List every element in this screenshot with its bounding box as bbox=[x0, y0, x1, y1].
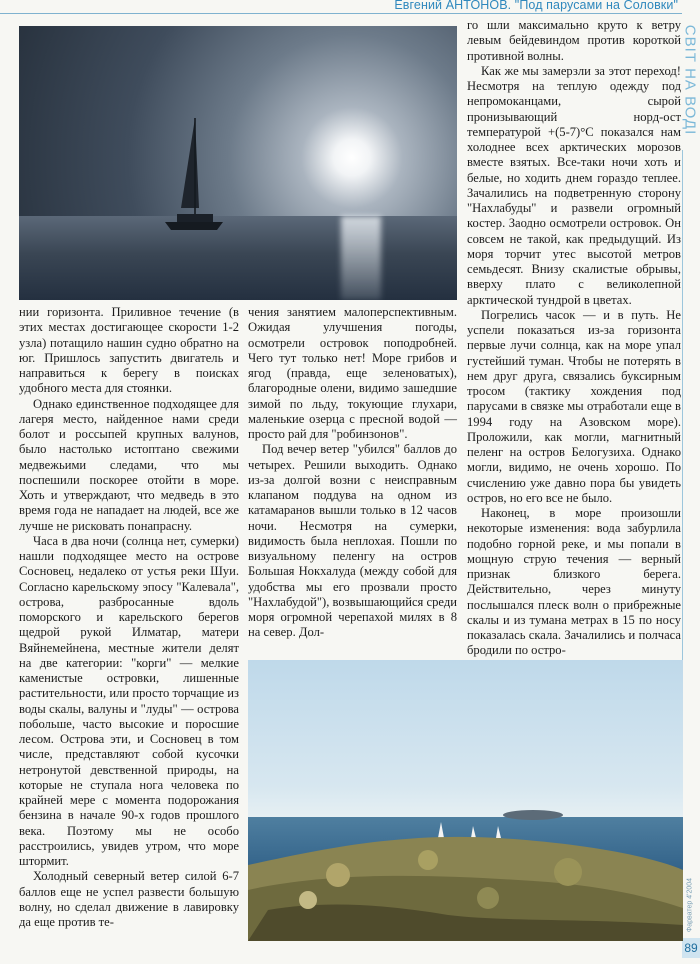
paragraph: чения занятием малоперспективным. Ожидая улучшения погоды, осмотрели островок поподробней. Чего тут только нет! Море грибов и ягод (правда, еще зеленоватых), благородные олени, видимо зашедшие зимой по льду, токующие глухари, маленькие озерца с пресной водой — просто рай для "робинзонов". bbox=[248, 305, 457, 441]
paragraph: Однако единственное подходящее для лагеря место, найденное нами среди болот и россыпей крупных валунов, было настолько истоптано свежими медвежьими следами, что мы поспешили поскорее отойти в море. Хоть и утверждают, что медведь в это время года не нападает на людей, все же лучше не рисковать понапрасну. bbox=[19, 396, 239, 533]
paragraph: Холодный северный ветер силой 6-7 баллов еще не успел развести большую волну, но сделал движение в лавировку да еще против те- bbox=[19, 869, 239, 929]
text-column-2 bbox=[248, 305, 457, 641]
paragraph: Наконец, в море произошли некоторые изменения: вода забурлила подобно горной реке, и мы попали в мощную струю течения — верный признак близкого берега. Действительно, через минуту послышался плеск волн о прибрежные скалы и из тумана метрах в 15 по носу показалась скала. Зачалились и полчаса бродили по остро- bbox=[467, 506, 681, 658]
running-title: Евгений АНТОНОВ. "Под парусами на Соловки" bbox=[394, 0, 678, 12]
text-column-3 bbox=[467, 18, 681, 659]
issue-label-text: Фарватер 4'2004 bbox=[686, 877, 694, 933]
section-label-text: СВIТ НА ВОДI bbox=[681, 24, 699, 136]
paragraph: Погрелись часок — и в путь. Не успели показаться из-за горизонта первые лучи солнца, как на море упал густейший туман. Чтобы не потерять в нем друг друга, связались буксирным тросом (тактику хождения под парусами в связке мы отработали еще в 1994 году на Азовском море). Проложили, как могли, магнитный пеленг на остров Белогузиха. Однако могли, видимо, не очень хорошо. По счислению уже давно пора бы увидеть остров, но его все не было. bbox=[467, 307, 681, 505]
paragraph: го шли максимально круто к ветру левым бейдевиндом против короткой противной волны. bbox=[467, 18, 681, 63]
paragraph: Как же мы замерзли за этот переход! Несмотря на теплую одежду под непромоканцами, сырой пронизывающий норд-ост температурой +(5-7)°С показался нам холоднее всех арктических морозов вместе взятых. Все-таки ночи хоть и белые, но ходить днем гораздо теплее. Зачалились на подветренную сторону "Нахлабуды" и развели огромный костер. Заодно осмотрели островок. Он совсем не такой, как предыдущий. Из моря торчит утес высотой метров семьдесят. Внизу скалистые обрывы, вверху плато с великолепной арктической тундрой в цветах. bbox=[467, 63, 681, 307]
header-rule bbox=[0, 13, 682, 14]
sailboat-silhouette bbox=[19, 26, 457, 300]
running-header bbox=[0, 0, 700, 14]
photo-catamaran-sunset bbox=[19, 26, 457, 300]
photo-island-shore bbox=[248, 660, 683, 941]
rocky-shore bbox=[248, 660, 683, 941]
paragraph: Под вечер ветер "убился" баллов до четырех. Решили выходить. Однако из-за долгой возни с неисправным клапаном поддува на одном из катамаранов вышли только в 12 часов ночи. Несмотря на сумерки, видимость была неплохая. Пошли по визуальному пеленгу на остров Большая Нокхалуда (между собой для удобства мы его прозвали просто "Нахлабудой"), возвышающийся среди моря огромной черепахой милях в 8 на север. Дол- bbox=[248, 442, 457, 640]
page-number: 89 bbox=[682, 938, 700, 958]
section-label bbox=[681, 20, 699, 140]
text-column-1 bbox=[19, 305, 239, 930]
paragraph: Часа в два ночи (солнца нет, сумерки) нашли подходящее место на острове Сосновец, недалеко от устья реки Шуи. Согласно карельскому эпосу "Калевала", острова, разбросанные вдоль поморского и карельского берегов щедрой рукой Илматар, матери Вяйнемейнена, местные жители делят на две категории: "корги" — мелкие каменистые островки, лишенные растительности, или просто торчащие из воды скалы, валуны и "луды" — острова побольше, часто высокие и поросшие лесом. Острова эти, и Сосновец в том числе, представляют собой кусочки нетронутой девственной природы, на которые не ступала нога человека по крайней мере с момента подорожания бензина в начале 90-х годов прошлого века. Поэтому мы не особо расстроились, увидев утром, что море штормит. bbox=[19, 533, 239, 868]
issue-label bbox=[682, 870, 698, 940]
paragraph: нии горизонта. Приливное течение (в этих местах достигающее скорости 1-2 узла) потащило нашин судно обратно на юг. Пришлось запустить двигатель и направиться к берегу в поисках удобного места для стоянки. bbox=[19, 305, 239, 396]
